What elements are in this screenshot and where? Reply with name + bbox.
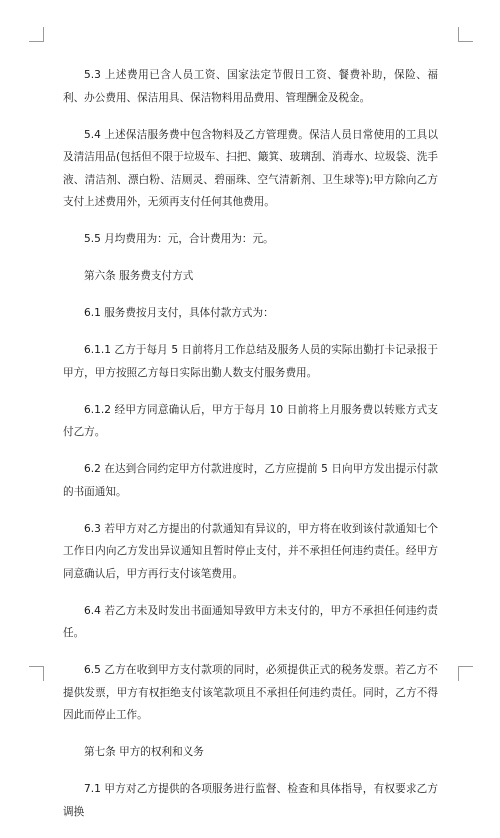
crop-mark-top-right <box>458 27 473 42</box>
clause-6-3: 6.3 若甲方对乙方提出的付款通知有异议的，甲方将在收到该付款通知七个工作日内向乙方发出异议通知且暂时停止支付，并不承担任何违约责任。经甲方同意确认后，甲方再行支付该笔费用。 <box>63 522 438 580</box>
article-7-heading: 第七条 甲方的权利和义务 <box>84 746 204 758</box>
clause-6-4: 6.4 若乙方未及时发出书面通知导致甲方未支付的，甲方不承担任何违约责任。 <box>63 604 438 639</box>
clause-6-5: 6.5 乙方在收到甲方支付款项的同时，必须提供正式的税务发票。若乙方不提供发票，甲方有权拒绝支付该笔款项且不承担任何违约责任。同时，乙方不得因此而停止工作。 <box>63 664 438 721</box>
crop-mark-bottom-left <box>29 666 44 681</box>
clause-5-3: 5.3 上述费用已含人员工资、国家法定节假日工资、餐费补助，保险、福利、办公费用、保洁用具、保洁物料用品费用、管理酬金及税金。 <box>63 69 438 104</box>
crop-mark-top-left <box>29 27 44 42</box>
document-body <box>63 64 438 838</box>
clause-5-4: 5.4 上述保洁服务费中包含物料及乙方管理费。保洁人员日常使用的工具以及清洁用品(包括但不限于垃圾车、扫把、簸箕、玻璃刮、消毒水、垃圾袋、洗手液、清洁剂、漂白粉、洁厕灵、碧丽珠、空气清新剂、卫生球等);甲方除向乙方支付上述费用外，无须再支付任何其他费用。 <box>63 128 438 208</box>
clause-6-1-2: 6.1.2 经甲方同意确认后，甲方于每月 10 日前将上月服务费以转账方式支付乙方。 <box>63 403 438 438</box>
article-6-heading: 第六条 服务费支付方式 <box>84 270 194 282</box>
clause-6-2: 6.2 在达到合同约定甲方付款进度时，乙方应提前 5 日向甲方发出提示付款的书面通知。 <box>63 463 438 498</box>
clause-7-1: 7.1 甲方对乙方提供的各项服务进行监督、检查和具体指导，有权要求乙方调换 <box>63 783 438 818</box>
crop-mark-bottom-right <box>458 666 473 681</box>
clause-6-1: 6.1 服务费按月支付，具体付款方式为： <box>84 307 274 319</box>
clause-6-1-1: 6.1.1 乙方于每月 5 日前将月工作总结及服务人员的实际出勤打卡记录报于甲方，甲方按照乙方每日实际出勤人数支付服务费用。 <box>63 344 438 379</box>
clause-5-5: 5.5 月均费用为：元，合计费用为：元。 <box>84 233 274 245</box>
